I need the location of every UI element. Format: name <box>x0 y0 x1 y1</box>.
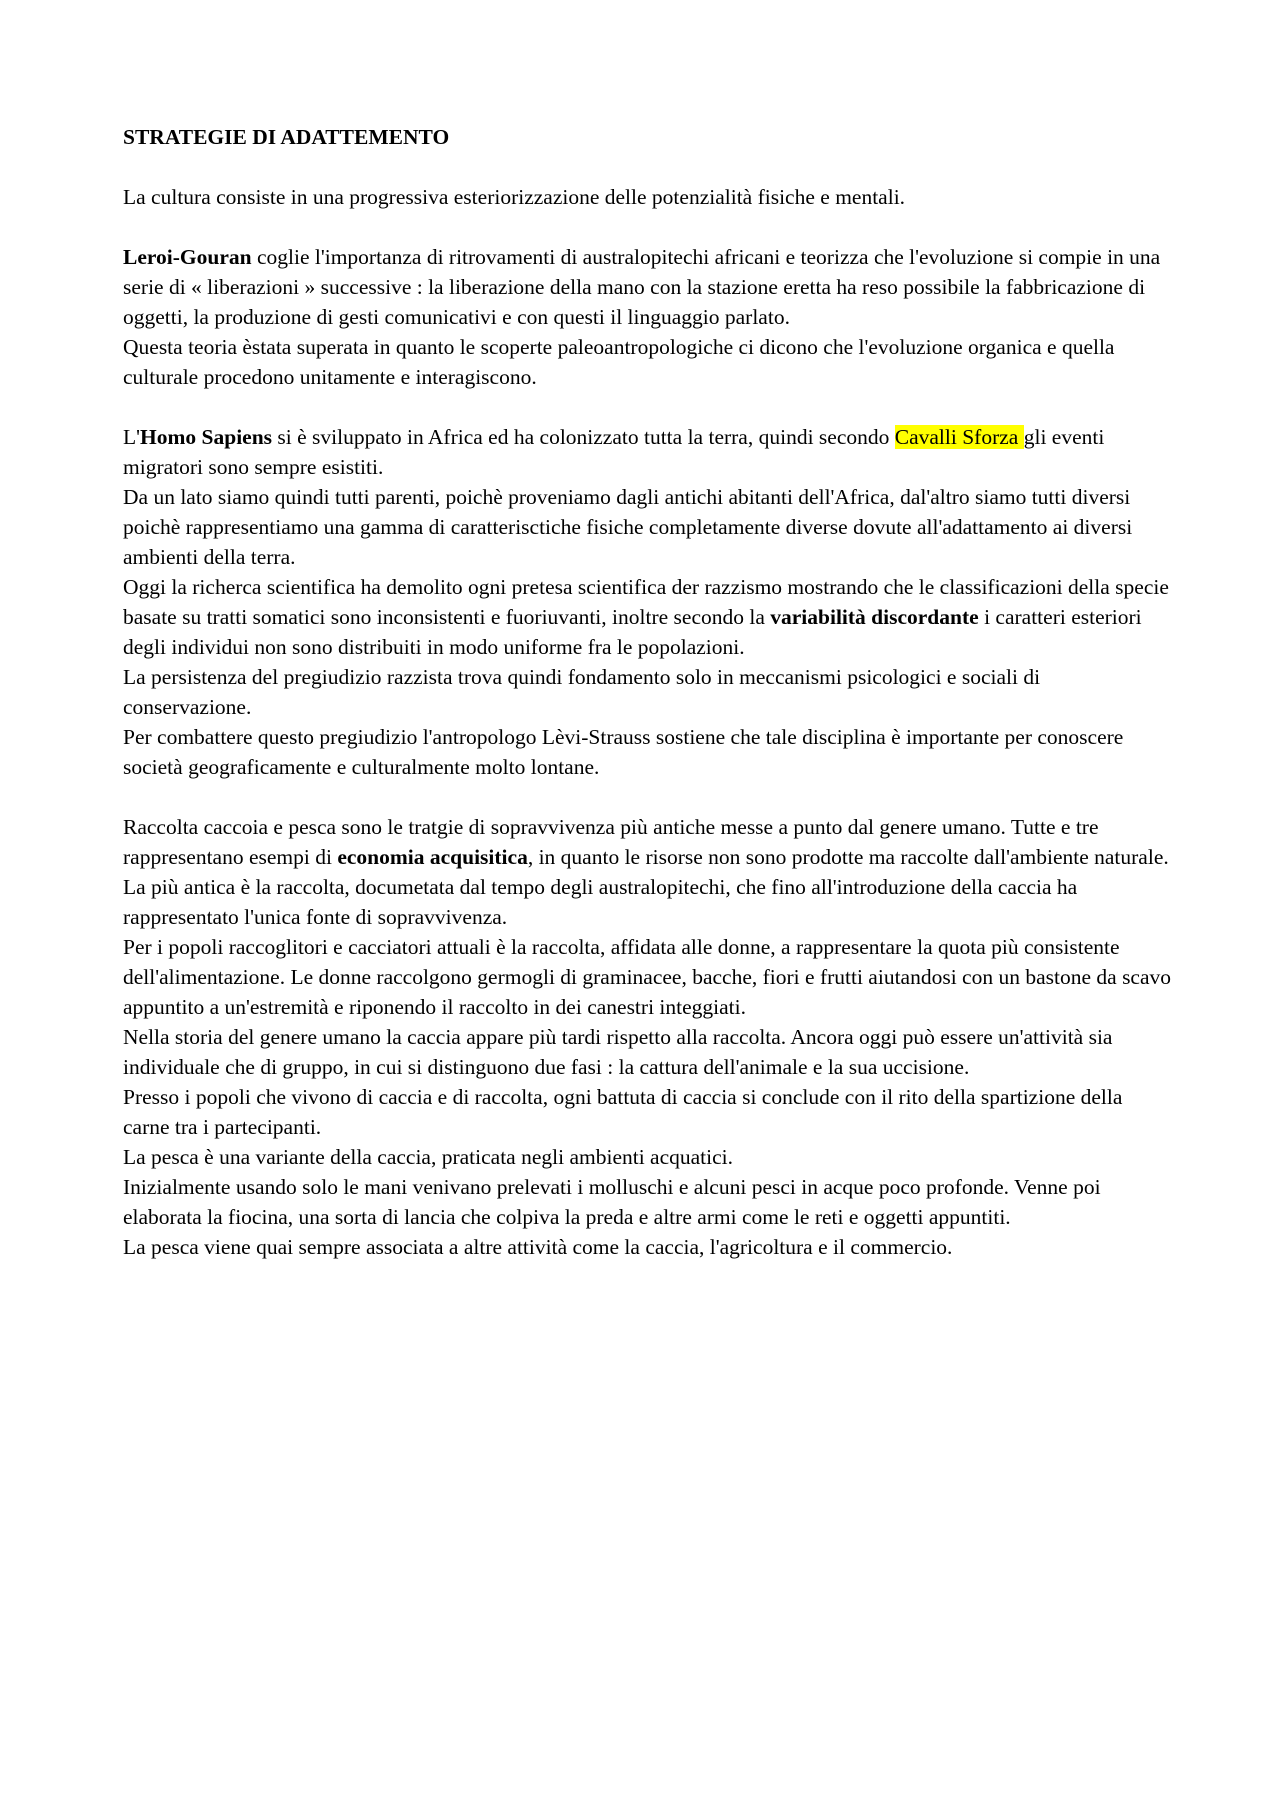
document-page <box>123 122 1173 1292</box>
section-economy <box>123 812 1173 1262</box>
paragraph-homo-sapiens <box>123 422 1173 482</box>
text-homo-pre: L' <box>123 425 141 449</box>
paragraph-prejudice: La persistenza del pregiudizio razzista trova quindi fondamento solo in meccanismi psicologici e sociali di conservazione. <box>123 665 1041 719</box>
bold-homo-sapiens: Homo Sapiens <box>140 425 273 449</box>
bold-economia-acquisitica: economia acquisitica <box>337 845 528 869</box>
section-leroi-gouran <box>123 242 1173 392</box>
section-intro <box>123 182 1173 212</box>
text-homo-post: gli eventi migratori sono sempre esistiti. <box>123 425 1105 479</box>
text-homo-mid: si è sviluppato in Africa ed ha colonizzato tutta la terra, quindi secondo <box>272 425 895 449</box>
section-homo-sapiens <box>123 422 1173 782</box>
paragraph-gathering-oldest: La più antica è la raccolta, documetata dal tempo degli australopitechi, che fino all'introduzione della caccia ha rappresentato l'unica fonte di sopravvivenza. <box>123 875 1078 929</box>
document-title: STRATEGIE DI ADATTEMENTO <box>123 125 450 149</box>
highlight-cavalli-sforza: Cavalli Sforza <box>894 425 1024 449</box>
bold-leroi-gouran: Leroi-Gouran <box>123 245 252 269</box>
paragraph-fishing-tools: Inizialmente usando solo le mani venivano prelevati i molluschi e alcuni pesci in acque poco profonde. Venne poi elaborata la fiocina, una sorta di lancia che colpiva la preda e altre armi come le reti e oggetti appuntiti. <box>123 1175 1101 1229</box>
paragraph-gatherers: Per i popoli raccoglitori e cacciatori attuali è la raccolta, affidata alle donne, a rappresentare la quota più consistente dell'alimentazione. Le donne raccolgono germogli di graminacee, bacche, fiori e frutti aiutandosi con un bastone da scavo appuntito a un'estremità e riponendo il raccolto in dei canestri integgiati. <box>123 935 1172 1019</box>
paragraph-hunting: Nella storia del genere umano la caccia appare più tardi rispetto alla raccolta. Ancora oggi può essere un'attività sia individuale che di gruppo, in cui si distinguono due fasi : la cattura dell'animale e la sua uccisione. <box>123 1025 1113 1079</box>
paragraph-levi-strauss: Per combattere questo pregiudizio l'antropologo Lèvi-Strauss sostiene che tale disciplina è importante per conoscere società geograficamente e culturalmente molto lontane. <box>123 725 1124 779</box>
text-strategies-post: , in quanto le risorse non sono prodotte ma raccolte dall'ambiente naturale. <box>527 845 1169 869</box>
paragraph-leroi-gouran <box>123 242 1173 332</box>
text-racism-pre: Oggi la richerca scientifica ha demolito ogni pretesa scientifica der razzismo mostrando che le classificazioni della specie basate su tratti somatici sono inconsistenti e fuoriuvanti, inoltre secondo la <box>123 575 1169 629</box>
text-strategies-pre: Raccolta caccoia e pesca sono le tratgie di sopravvivenza più antiche messe a punto dal genere umano. Tutte e tre rappresentano esempi di <box>123 815 1099 869</box>
paragraph-relatives: Da un lato siamo quindi tutti parenti, poichè proveniamo dagli antichi abitanti dell'Africa, dal'altro siamo tutti diversi poichè rappresentiamo una gamma di caratterisctiche fisiche completamente diverse dovute all'adattamento ai diversi ambienti della terra. <box>123 485 1133 569</box>
paragraph-strategies <box>123 812 1173 872</box>
paragraph-meat-sharing: Presso i popoli che vivono di caccia e di raccolta, ogni battuta di caccia si conclude con il rito della spartizione della carne tra i partecipanti. <box>123 1085 1123 1139</box>
paragraph-culture: La cultura consiste in una progressiva esteriorizzazione delle potenzialità fisiche e mentali. <box>123 185 906 209</box>
paragraph-racism <box>123 572 1173 662</box>
paragraph-theory-surpassed: Questa teoria èstata superata in quanto le scoperte paleoantropologiche ci dicono che l'evoluzione organica e quella culturale procedono unitamente e interagiscono. <box>123 335 1115 389</box>
paragraph-fishing-associated: La pesca viene quai sempre associata a altre attività come la caccia, l'agricoltura e il commercio. <box>123 1235 953 1259</box>
bold-variabilita-discordante: variabilità discordante <box>770 605 979 629</box>
text-racism-post: i caratteri esteriori degli individui non sono distribuiti in modo uniforme fra le popolazioni. <box>123 605 1142 659</box>
paragraph-fishing: La pesca è una variante della caccia, praticata negli ambienti acquatici. <box>123 1145 734 1169</box>
text-leroi-gouran: coglie l'importanza di ritrovamenti di australopitechi africani e teorizza che l'evoluzione si compie in una serie di « liberazioni » successive : la liberazione della mano con la stazione eretta ha reso possibile la fabbricazione di oggetti, la produzione di gesti comunicativi e con questi il linguaggio parlato. <box>123 245 1161 329</box>
